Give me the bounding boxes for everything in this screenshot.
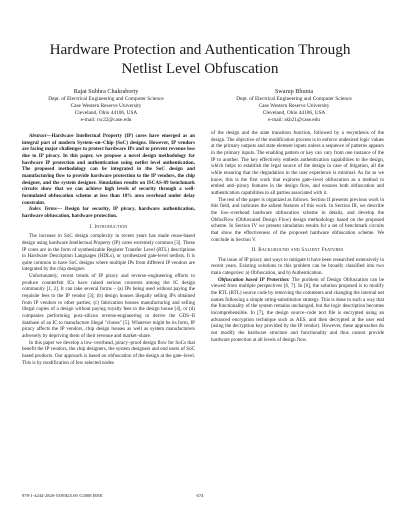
author-1 — [18, 88, 194, 124]
section-heading-background: II. Background and Salient Features — [251, 247, 344, 254]
index-terms — [22, 206, 195, 219]
author-department: Dept. of Electrical Engineering and Computer Science — [48, 96, 164, 102]
index-terms-lead: Index Terms — [29, 206, 57, 213]
author-city: Cleveland, Ohio 44106, USA — [74, 109, 138, 116]
obfuscation-text: The problem of Design Obfuscation can be viewed from multiple perspectives [6, 7]. In [6], the solution proposed is to modify the RTL (RTL) source code by removing the comments and changing the internal net names following a simple string-substitution strategy. This is done in such a way that the functionality of the system remains unchanged, but the logic description becomes incomprehensible. In [7], the design source–code text file is encrypted using an advanced encryption technique such as AES, and then decrypted at the user end (using the decryption key provided by the IP vendor). However, these approaches do not modify the hardware structure and functionality and thus cannot provide hardware protection at all levels of design flow. — [211, 276, 384, 343]
paper-title — [20, 40, 380, 78]
author-2 — [206, 88, 382, 124]
title-line-2: Netlist Level Obfuscation — [121, 60, 279, 77]
author-email: e-mail: skb21@case.edu — [268, 116, 320, 123]
title-line-1: Hardware Protection and Authentication Through — [49, 41, 351, 58]
author-city: Cleveland, Ohio 44106, USA — [262, 109, 326, 116]
author-email: e-mail: rsc22@case.edu — [80, 116, 132, 123]
abstract-lead: Abstract — [29, 133, 47, 139]
obfuscation-lead: Obfuscation based IP Protection: — [218, 276, 290, 283]
author-department: Dept. of Electrical Engineering and Computer Science — [236, 96, 352, 102]
background-paragraph-2 — [211, 277, 384, 344]
organization-paragraph: The rest of the paper is organized as follows. Section II presents previous work in this field, and indicates the salient features of this work. In Section III, we describe the low–overhead hardware obfuscation scheme in details, and develop the ObfusFlow (Obfuscated Design Flow) design methodology based on the proposed scheme. In Section IV we present simulation results for a set of benchmark circuits that show the effectiveness of the proposed hardware obfuscation scheme. We conclude in Section V. — [211, 196, 384, 243]
background-paragraph-1: The issue of IP piracy and ways to mitigate it have been researched extensively in recent years. Existing solutions to this problem can be broadly classified into two main categories: a) Obfuscation, and b) Authentication. — [211, 256, 384, 277]
left-column — [22, 133, 195, 366]
author-name: Swarup Bhunia — [274, 88, 314, 95]
index-terms-text: — Design for security, IP piracy, hardware authentication, hardware obfuscation, hardware protection. — [22, 206, 195, 219]
section-heading-introduction: I. Introduction — [89, 223, 128, 230]
intro-continued-paragraph: of the design and the state transition function, followed by a resynthesis of the design. The objective of the modification process is to enforce undesired logic values at the primary outputs and state element inputs unless a sequence of patterns appears in the primary inputs. The enabling pattern or key can vary from one instance of the IP to another. The key effectively embeds authentication capabilities to the design, which helps to establish the legal source of the design in case of litigation, all the while ensuring that the degradation in the user experience is minimal. As far as we know, this is the first work that explores gate–level obfuscation as a method to embed anti–piracy features in the design flow, and ensures both obfuscation and authentication capabilities to all parties associated with it. — [211, 130, 384, 196]
author-university: Case Western Reserve University — [70, 102, 142, 109]
intro-paragraph-3: In this paper we develop a low–overhead, piracy–proof design flow for SoCs that benefit the IP vendors, the chip designers, the system designers and end users of SoC based products. Our approach is based on obfuscation of the design at the gate–level. This is by modification of few selected nodes — [22, 339, 195, 366]
intro-paragraph-2: Unfortunately, recent trends of IP piracy and reverse–engineering efforts to produce counterfeit ICs have raised serious concerns among the IC design community [1, 2]. It can take several forms – (a) IPs being used without paying the requisite fees to the IP vendor [3]; (b) design houses illegally selling IPs obtained from IP vendors to other parties; (c) fabrication houses manufacturing and selling illegal copies of a design without paying royalty fees to the design house [4], or (d) companies performing post–silicon reverse-engineering to derive the GDS–II database of an IC to manufacture illegal "clones" [5]. Whatever might be its form, IP piracy affects the IP vendors, chip design houses as well as system manufacturers adversely by depriving them of their revenue and market–share. — [22, 273, 195, 340]
page-number: 674 — [196, 493, 204, 498]
abstract — [22, 133, 195, 206]
copyright-notice: 978-1-4244-2820-5/08/$25.00 ©2008 IEEE — [22, 493, 103, 498]
right-column — [211, 130, 384, 343]
abstract-text: —Hardware Intellectual Property (IP) cores have emerged as an integral part of modern System–on–Chip (SoC) designs. However, IP vendors are facing major challenges to protect hardware IPs and to prevent revenue loss due to IP piracy. In this paper, we propose a novel design methodology for hardware IP protection and authentication using netlist level authentication. The proposed methodology can be integrated in the SoC design and manufacturing flow to provide hardware protection to the IP vendors, the chip designer, and the system designer. Simulation results on ISCAS-89 benchmark circuits show that we can achieve high levels of security through a well-formulated obfuscation scheme at less than 10% area overhead under delay constraint. — [22, 133, 195, 206]
intro-paragraph-1: The increase in SoC design complexity in recent years has made reuse-based design using hardware Intellectual Property (IP) cores extremely common [3]. These IP cores are in the form of synthesizable Register Transfer Level (RTL) descriptions in Hardware Description Languages (HDLs), or synthesized gate-level netlists. It is quite common to have SoC designs where multiple IPs from different IP vendors are integrated by the chip designer. — [22, 233, 195, 273]
author-name: Rajat Subhra Chakraborty — [73, 88, 139, 95]
author-university: Case Western Reserve University — [258, 102, 330, 109]
